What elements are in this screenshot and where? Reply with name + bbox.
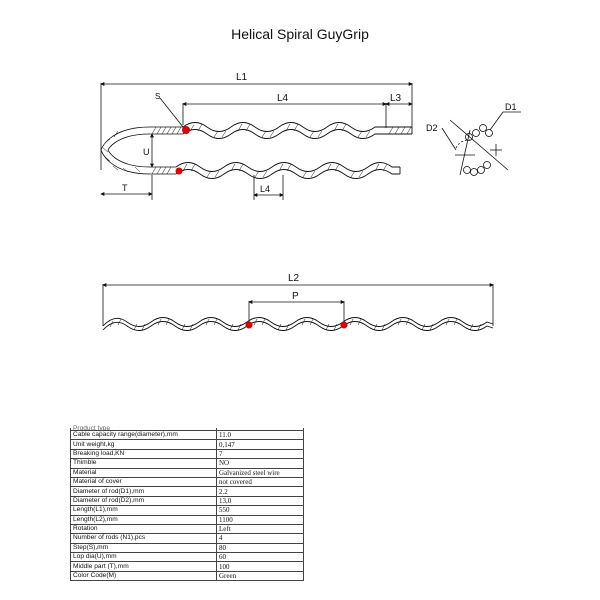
spec-value: 550	[217, 506, 304, 515]
table-row	[71, 571, 304, 580]
spec-label: Color Code(M)	[71, 571, 217, 580]
spec-value: 80	[217, 543, 304, 552]
spec-label: Material of cover	[71, 477, 217, 486]
spec-value: 1100	[217, 515, 304, 524]
spec-label: Cable capacity range(diameter),mm	[71, 431, 217, 440]
table-row	[71, 477, 304, 486]
label-t: T	[122, 183, 128, 193]
spec-label: Lop dia(U),mm	[71, 553, 217, 562]
spec-label: Material	[71, 468, 217, 477]
table-row	[71, 440, 304, 449]
label-u: U	[143, 147, 150, 157]
spec-value: 2.2	[217, 487, 304, 496]
document-title: Helical Spiral GuyGrip	[231, 26, 369, 42]
spec-label: Number of rods (N1),pcs	[71, 534, 217, 543]
rod-helical-strand	[103, 318, 493, 331]
section-axis	[450, 120, 508, 170]
upper-start-marker	[182, 126, 190, 134]
spec-value: Green	[217, 571, 304, 580]
spec-value: not covered	[217, 477, 304, 486]
label-l3: L3	[390, 93, 402, 104]
spec-label: Unit weight,kg	[71, 440, 217, 449]
d1-leader	[490, 112, 503, 130]
spec-value: 4	[217, 534, 304, 543]
spec-value: 7	[217, 449, 304, 458]
spec-value: 60	[217, 553, 304, 562]
spec-value: 0,147	[217, 440, 304, 449]
label-l2: L2	[288, 273, 300, 284]
spec-label: Diameter of rod(D1),mm	[71, 487, 217, 496]
table-row	[71, 468, 304, 477]
table-row	[71, 506, 304, 515]
table-row	[71, 553, 304, 562]
label-s: S	[155, 92, 161, 101]
spec-label: Step(S),mm	[71, 543, 217, 552]
hook-upper-leg	[150, 127, 183, 134]
spec-value: Galvanized steel wire	[217, 468, 304, 477]
spec-label: Length(L1),mm	[71, 506, 217, 515]
rod-marker-left	[246, 322, 253, 329]
spec-label: Diameter of rod(D2),mm	[71, 496, 217, 505]
hook-upper-hatch	[152, 127, 181, 134]
label-p: P	[292, 291, 299, 302]
section-axis-2	[460, 130, 470, 175]
spec-label: Breaking load,KN	[71, 449, 217, 458]
spec-value: Left	[217, 524, 304, 533]
table-row	[71, 515, 304, 524]
top-drawing	[101, 83, 412, 200]
table-row	[71, 449, 304, 458]
upper-helical-strand	[183, 123, 412, 139]
table-row	[71, 543, 304, 552]
d2-leader	[442, 128, 456, 150]
spec-value: 11.0	[217, 431, 304, 440]
table-row	[71, 496, 304, 505]
label-d1: D1	[505, 102, 517, 112]
s-leader-line	[160, 98, 183, 127]
spec-label: Thimble	[71, 459, 217, 468]
label-l4-lower: L4	[260, 184, 271, 194]
hook-lower-hatch	[152, 167, 171, 174]
label-l1: L1	[236, 72, 248, 83]
cut-header-label: Product type	[71, 428, 217, 431]
spec-label: Rotation	[71, 524, 217, 533]
table-row	[71, 524, 304, 533]
label-d2: D2	[426, 123, 438, 133]
table-row	[71, 431, 304, 440]
table-row	[71, 562, 304, 571]
spec-value: 100	[217, 562, 304, 571]
lower-helical-strand	[176, 163, 400, 179]
cross-section-view	[442, 112, 521, 176]
spec-label: Middle part (T),mm	[71, 562, 217, 571]
rod-marker-right	[341, 322, 348, 329]
table-row	[71, 487, 304, 496]
table-row	[71, 534, 304, 543]
spec-value: NO	[217, 459, 304, 468]
table-row	[71, 459, 304, 468]
spec-label: Length(L2),mm	[71, 515, 217, 524]
label-l4-upper: L4	[277, 93, 289, 104]
spec-value: 13,0	[217, 496, 304, 505]
specification-table	[70, 425, 304, 581]
lower-start-marker	[176, 168, 183, 175]
